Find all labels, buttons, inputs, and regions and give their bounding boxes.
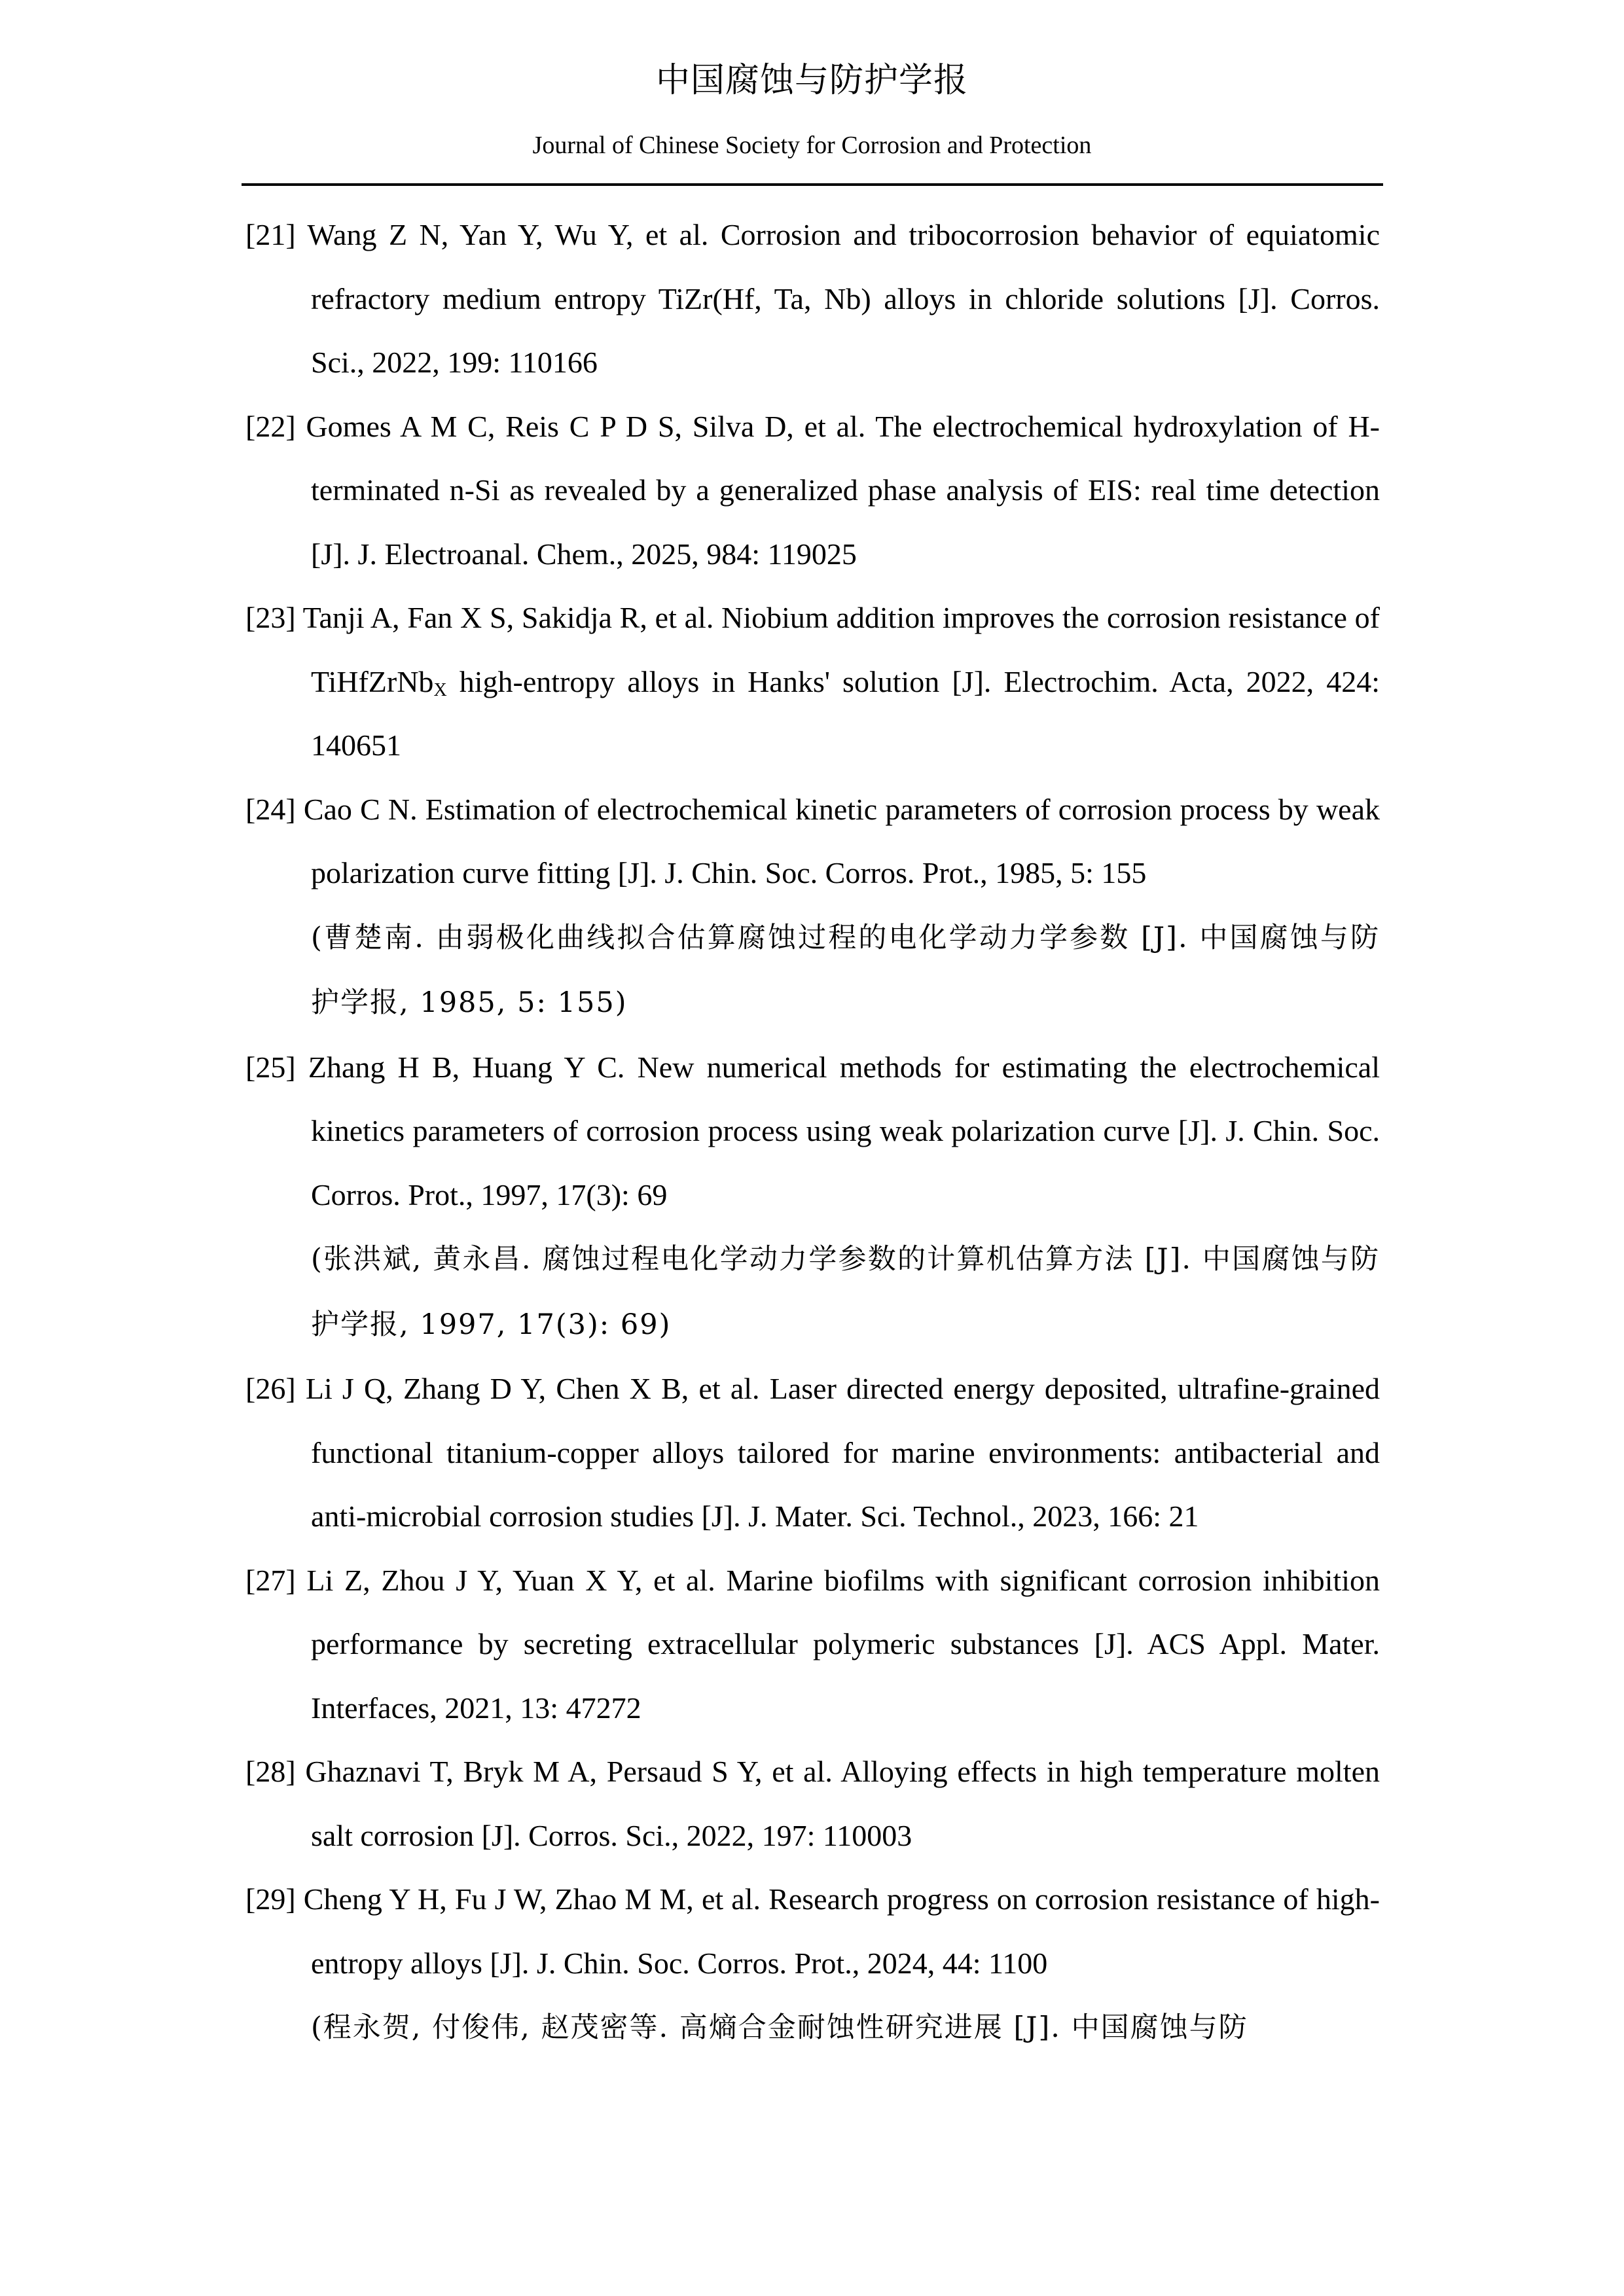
reference-text: Ghaznavi T, Bryk M A, Persaud S Y, et al. Alloying effects in high temperature molten salt corrosion [J]. Corros. Sci., 2022, 197: 110003 xyxy=(305,1755,1380,1852)
reference-text-chinese: (张洪斌, 黄永昌. 腐蚀过程电化学动力学参数的计算机估算方法 [J]. 中国腐蚀与防护学报, 1997, 17(3): 69) xyxy=(311,1243,1380,1341)
header-divider xyxy=(242,183,1383,186)
reference-list xyxy=(245,203,1380,2060)
reference-24 xyxy=(245,778,1380,1035)
reference-text: Li Z, Zhou J Y, Yuan X Y, et al. Marine biofilms with significant corrosion inhibition performance by secreting extracellular polymeric substances [J]. ACS Appl. Mater. Interfaces, 2021, 13: 47272 xyxy=(306,1563,1380,1725)
reference-number: [26] xyxy=(245,1372,296,1405)
reference-text: Li J Q, Zhang D Y, Chen X B, et al. Laser directed energy deposited, ultrafine-grained functional titanium-copper alloys tailored for marine environments: antibacterial and anti-microbial corrosion studies [J]. J. Mater. Sci. Technol., 2023, 166: 21 xyxy=(305,1372,1380,1533)
reference-text: Tanji A, Fan X S, Sakidja R, et al. Niobium addition improves the corrosion resistance of TiHfZrNb xyxy=(302,601,1380,698)
reference-number: [27] xyxy=(245,1563,296,1597)
reference-subscript: X xyxy=(433,679,447,700)
reference-text-continued: high-entropy alloys in Hanks' solution [J]. Electrochim. Acta, 2022, 424: 140651 xyxy=(311,664,1380,762)
journal-title-english: Journal of Chinese Society for Corrosion and Protection xyxy=(532,132,1092,159)
reference-21 xyxy=(245,203,1380,395)
reference-22 xyxy=(245,395,1380,586)
reference-number: [21] xyxy=(245,218,296,251)
reference-number: [29] xyxy=(245,1882,296,1916)
reference-number: [23] xyxy=(245,601,296,634)
reference-number: [24] xyxy=(245,792,296,826)
reference-text: Cao C N. Estimation of electrochemical kinetic parameters of corrosion process by weak polarization curve fitting [J]. J. Chin. Soc. Corros. Prot., 1985, 5: 155 xyxy=(303,792,1380,889)
reference-25 xyxy=(245,1035,1380,1357)
reference-27 xyxy=(245,1549,1380,1740)
reference-23 xyxy=(245,586,1380,778)
reference-number: [25] xyxy=(245,1050,296,1084)
reference-text-chinese: (曹楚南. 由弱极化曲线拟合估算腐蚀过程的电化学动力学参数 [J]. 中国腐蚀与防护学报, 1985, 5: 155) xyxy=(311,921,1380,1019)
reference-text-chinese: (程永贺, 付俊伟, 赵茂密等. 高熵合金耐蚀性研究进展 [J]. 中国腐蚀与防 xyxy=(311,2011,1248,2044)
reference-29 xyxy=(245,1867,1380,2060)
reference-26 xyxy=(245,1357,1380,1549)
journal-title-chinese: 中国腐蚀与防护学报 xyxy=(655,61,968,100)
reference-text: Cheng Y H, Fu J W, Zhao M M, et al. Research progress on corrosion resistance of high-entropy alloys [J]. J. Chin. Soc. Corros. Prot., 2024, 44: 1100 xyxy=(303,1882,1380,1980)
reference-number: [22] xyxy=(245,409,296,443)
reference-text: Zhang H B, Huang Y C. New numerical methods for estimating the electrochemical kinetics parameters of corrosion process using weak polarization curve [J]. J. Chin. Soc. Corros. Prot., 1997, 17(3): 69 xyxy=(308,1050,1380,1211)
reference-number: [28] xyxy=(245,1755,296,1788)
reference-28 xyxy=(245,1740,1380,1867)
reference-text: Gomes A M C, Reis C P D S, Silva D, et al. The electrochemical hydroxylation of H-terminated n-Si as revealed by a generalized phase analysis of EIS: real time detection [J]. J. Electroanal. Chem., 2025, 984: 119025 xyxy=(306,409,1380,571)
reference-text: Wang Z N, Yan Y, Wu Y, et al. Corrosion and tribocorrosion behavior of equiatomic refractory medium entropy TiZr(Hf, Ta, Nb) alloys in chloride solutions [J]. Corros. Sci., 2022, 199: 110166 xyxy=(307,218,1380,379)
